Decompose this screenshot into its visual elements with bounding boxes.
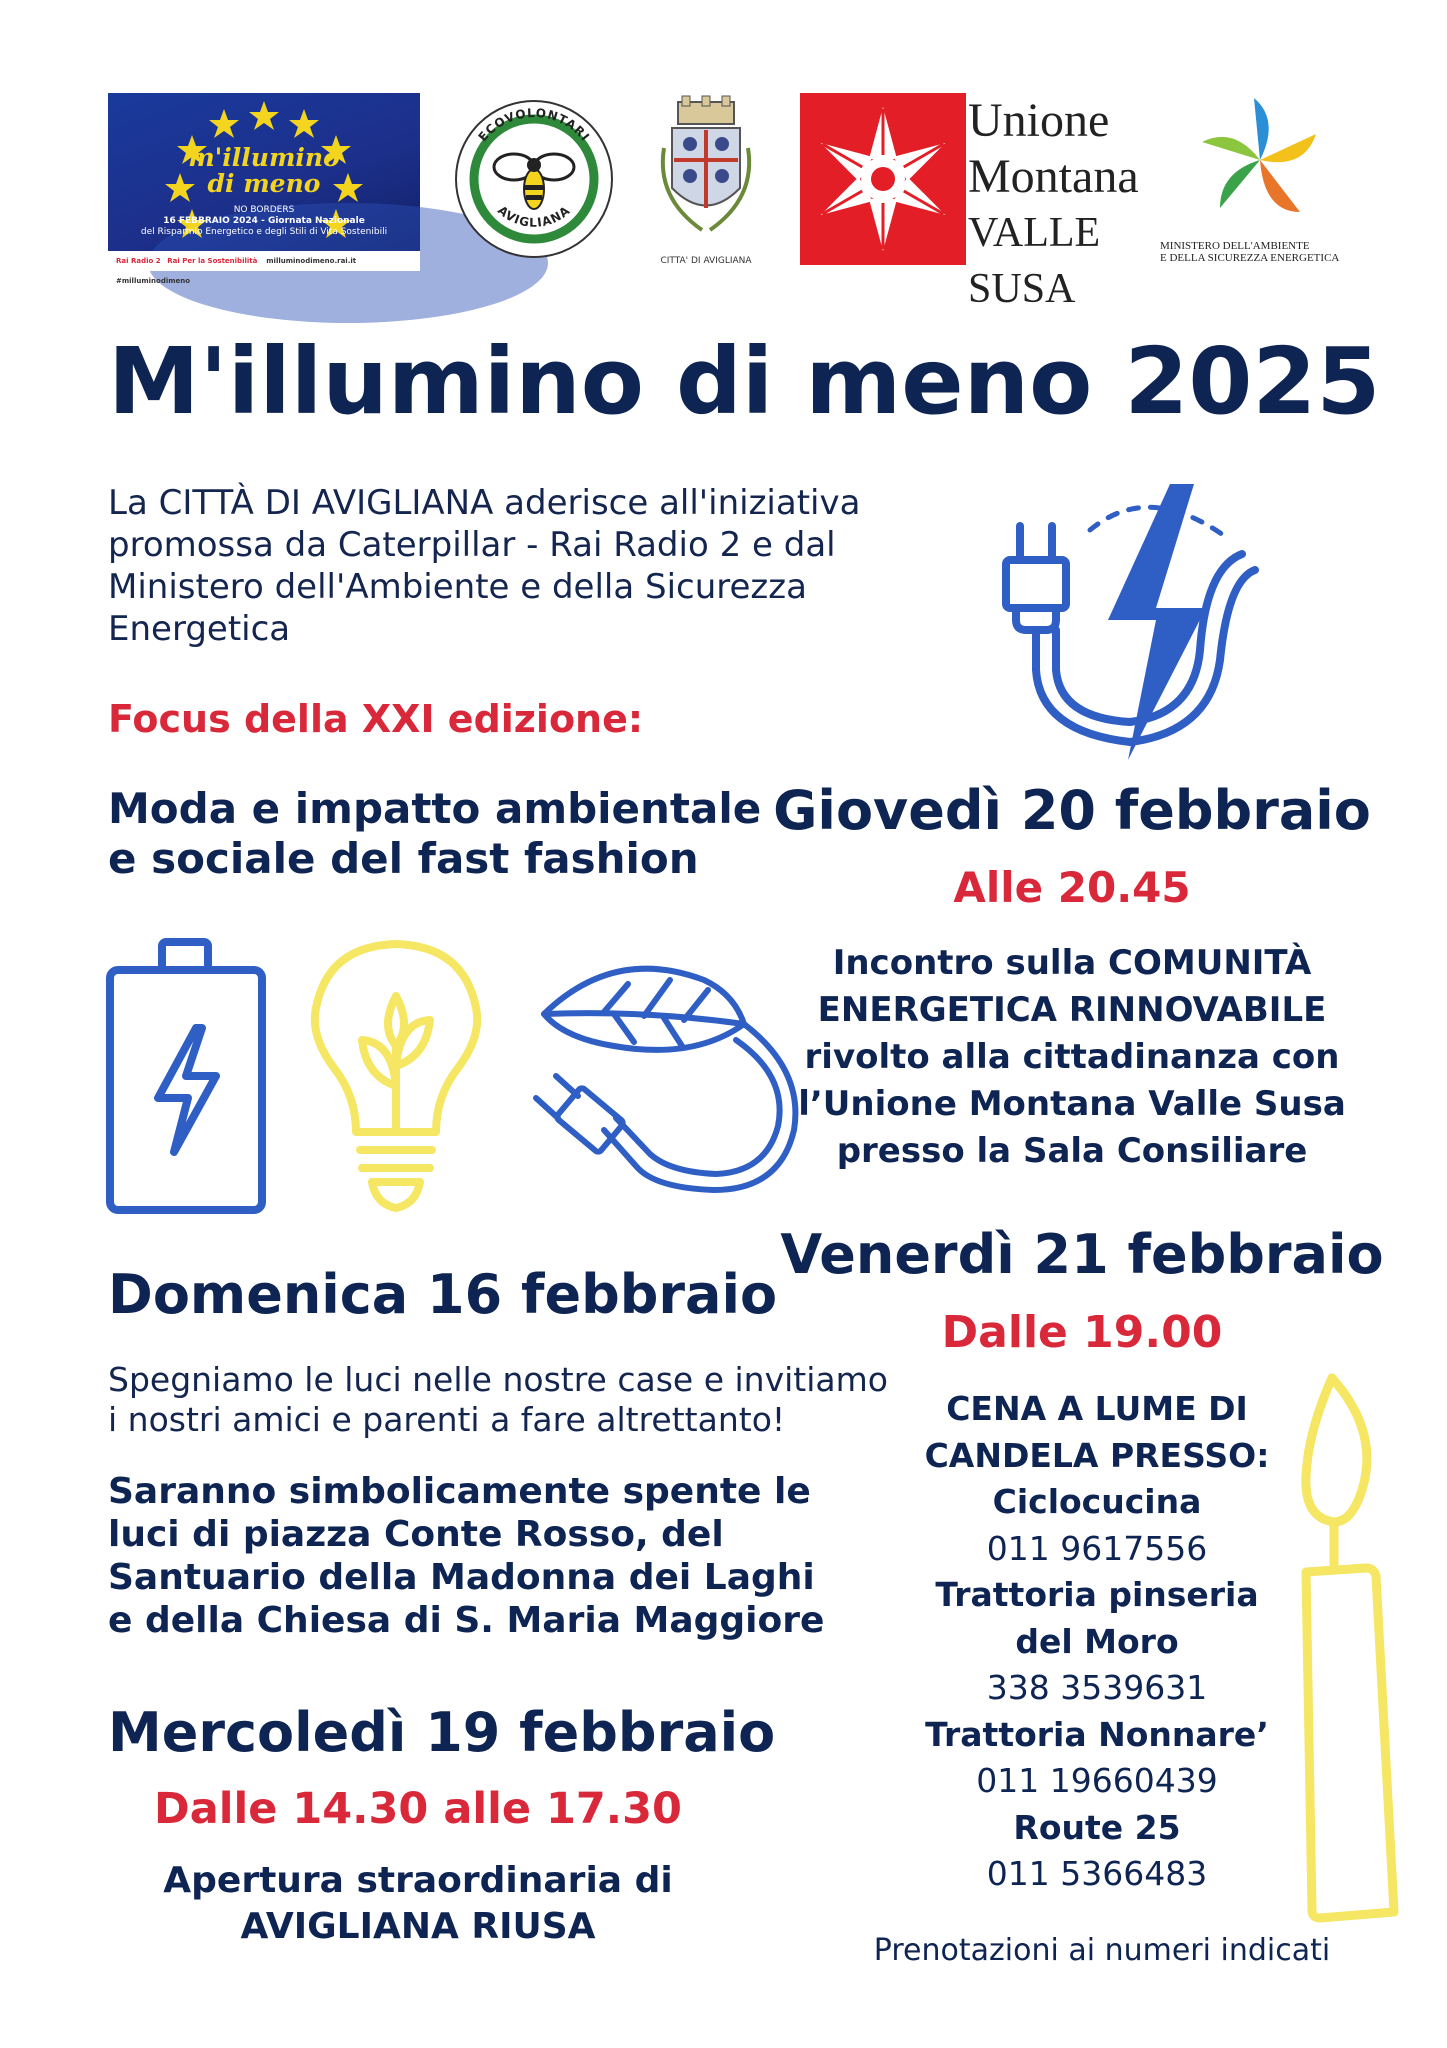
logo-ministero bbox=[1160, 88, 1360, 268]
venue1-name: Ciclocucina bbox=[992, 1482, 1202, 1521]
venerdi-time: Dalle 19.00 bbox=[941, 1307, 1223, 1358]
venue3-phone: 011 19660439 bbox=[976, 1761, 1218, 1800]
lightbulb-icon bbox=[306, 936, 486, 1218]
eu-logo-title: m'illumino di meno bbox=[188, 143, 340, 198]
domenica-bold3: Santuario della Madonna dei Laghi bbox=[108, 1557, 815, 1598]
domenica-bold1: Saranno simbolicamente spente le bbox=[108, 1471, 811, 1512]
domenica-line1: Spegniamo le luci nelle nostre case e invitiamo bbox=[108, 1360, 888, 1399]
star-emblem-icon bbox=[800, 93, 966, 265]
giovedi-line2: ENERGETICA RINNOVABILE bbox=[817, 990, 1327, 1030]
domenica-line2: i nostri amici e parenti a fare altrettanto! bbox=[108, 1400, 786, 1439]
venue2-name: Trattoria pinseria bbox=[935, 1575, 1259, 1614]
mercoledi-line1: Apertura straordinaria di bbox=[163, 1860, 673, 1901]
cena-heading2: CANDELA PRESSO: bbox=[924, 1435, 1270, 1475]
mercoledi-date: Mercoledì 19 febbraio bbox=[108, 1701, 776, 1764]
coat-of-arms-icon bbox=[642, 88, 770, 248]
domenica-date: Domenica 16 febbraio bbox=[108, 1263, 778, 1326]
venerdi-date: Venerdì 21 febbraio bbox=[780, 1223, 1384, 1286]
logo-ecovolontari bbox=[448, 93, 620, 265]
venue2-name2: del Moro bbox=[1015, 1621, 1179, 1661]
intro-text: La CITTÀ DI AVIGLIANA aderisce all'iniziativa promossa da Caterpillar - Rai Radio 2 e dal Ministero dell'Ambiente e della Sicurezza Energetica bbox=[108, 483, 861, 649]
giovedi-line1: Incontro sulla COMUNITÀ bbox=[832, 943, 1312, 983]
unione-line3: VALLE SUSA bbox=[968, 210, 1101, 312]
venerdi-venues bbox=[872, 1386, 1322, 1898]
logo-milluminodimeno bbox=[108, 93, 420, 285]
mercoledi-line2: AVIGLIANA RIUSA bbox=[240, 1906, 596, 1947]
domenica-bold2: luci di piazza Conte Rosso, del bbox=[108, 1514, 724, 1555]
giovedi-time: Alle 20.45 bbox=[953, 863, 1191, 912]
venue4-phone: 011 5366483 bbox=[986, 1854, 1208, 1893]
svg-text:ECOVOLONTARI: ECOVOLONTARI bbox=[475, 105, 593, 145]
venue1-phone: 011 9617556 bbox=[986, 1528, 1208, 1568]
venue4-name: Route 25 bbox=[1013, 1807, 1181, 1847]
giovedi-line4: l’Unione Montana Valle Susa bbox=[798, 1084, 1346, 1124]
mercoledi-description bbox=[108, 1858, 728, 1950]
eu-logo-footer: Rai Radio 2 Rai Per la Sostenibilità milluminodimeno.rai.it #milluminodimeno bbox=[108, 251, 420, 271]
giovedi-line3: rivolto alla cittadinanza con bbox=[804, 1037, 1340, 1077]
city-caption: CITTA' DI AVIGLIANA bbox=[660, 256, 752, 266]
domenica-text bbox=[108, 1360, 928, 1440]
svg-text:AVIGLIANA: AVIGLIANA bbox=[495, 203, 573, 230]
ministero-caption: MINISTERO DELL'AMBIENTE E DELLA SICUREZZA ENERGETICA bbox=[1160, 240, 1340, 264]
logo-citta-avigliana bbox=[642, 88, 770, 268]
pinwheel-icon bbox=[1160, 88, 1360, 238]
giovedi-date: Giovedì 20 febbraio bbox=[773, 779, 1371, 842]
focus-topic-line2: e sociale del fast fashion bbox=[108, 834, 699, 883]
logo-unione-montana bbox=[800, 93, 1142, 312]
cena-heading1: CENA A LUME DI bbox=[946, 1389, 1248, 1428]
unione-text bbox=[968, 93, 1148, 317]
plug-lightning-icon bbox=[980, 470, 1280, 770]
booking-note: Prenotazioni ai numeri indicati bbox=[873, 1933, 1331, 1968]
focus-label: Focus della XXI edizione: bbox=[108, 697, 644, 741]
leaf-plug-icon bbox=[504, 950, 814, 1200]
focus-topic bbox=[108, 784, 761, 884]
bee-icon bbox=[448, 93, 620, 265]
unione-line2: Montana bbox=[968, 150, 1139, 203]
mercoledi-time: Dalle 14.30 alle 17.30 bbox=[154, 1784, 682, 1834]
unione-emblem bbox=[800, 93, 966, 265]
venue3-name: Trattoria Nonnare’ bbox=[925, 1714, 1269, 1754]
giovedi-description bbox=[772, 940, 1372, 1175]
battery-icon bbox=[104, 936, 274, 1218]
page-title: M'illumino di meno 2025 bbox=[108, 328, 1381, 435]
focus-topic-line1: Moda e impatto ambientale bbox=[108, 784, 762, 833]
eu-logo-dates: NO BORDERS 16 FEBBRAIO 2024 - Giornata Nazionale del Risparmio Energetico e degli Stili di Vita Sostenibili bbox=[140, 205, 388, 237]
domenica-bold4: e della Chiesa di S. Maria Maggiore bbox=[108, 1600, 825, 1641]
candle-icon bbox=[1290, 1372, 1420, 1926]
unione-line1: Unione bbox=[968, 94, 1110, 147]
giovedi-line5: presso la Sala Consiliare bbox=[836, 1131, 1308, 1171]
domenica-bold-text bbox=[108, 1470, 868, 1642]
venue2-phone: 338 3539631 bbox=[986, 1668, 1208, 1707]
